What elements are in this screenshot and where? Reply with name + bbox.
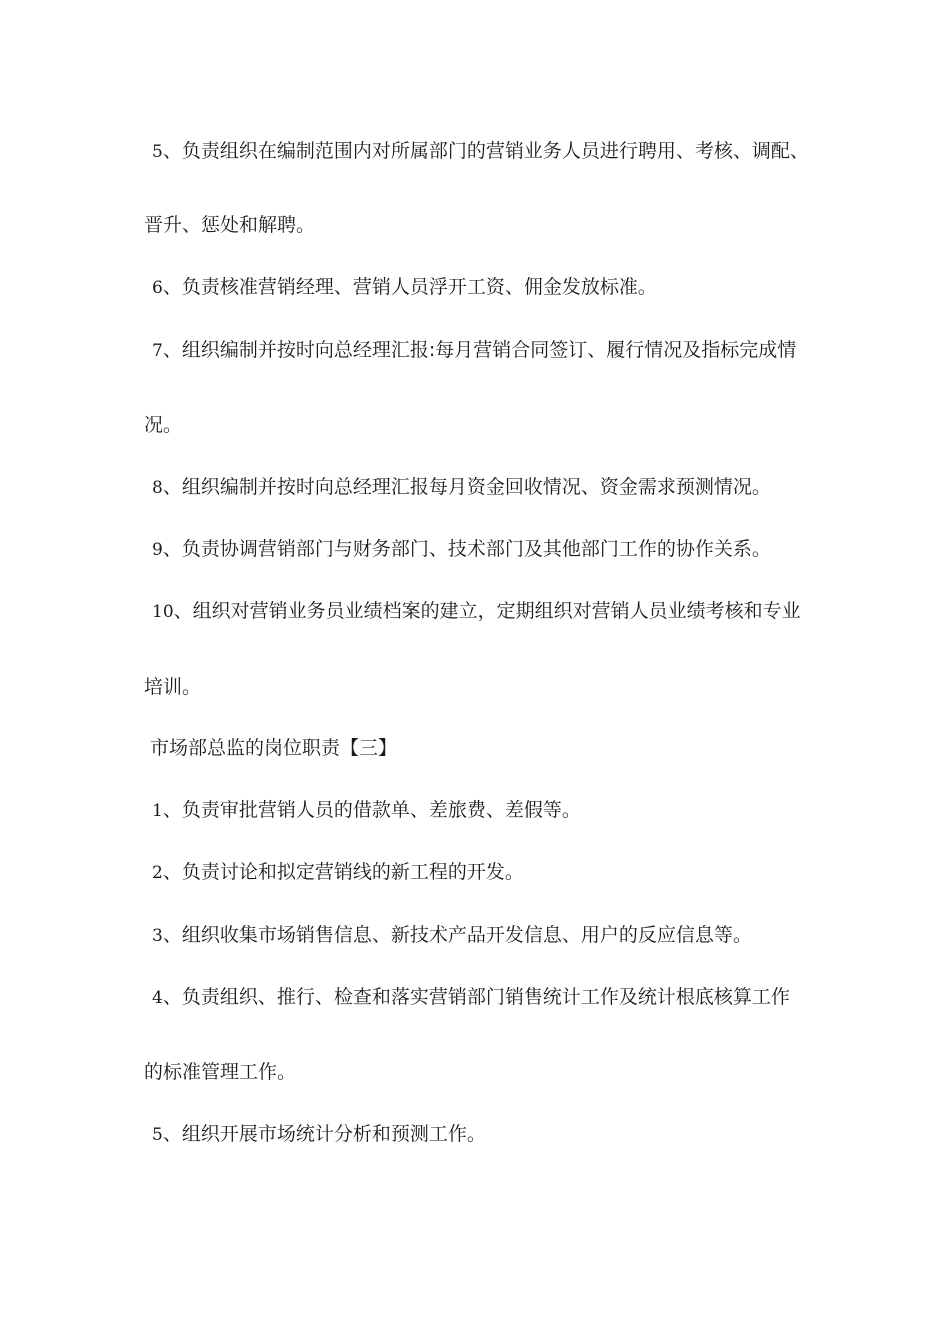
item-number: 4: [152, 988, 163, 1008]
item-text: 晋升、惩处和解聘。: [144, 214, 316, 236]
list-item: [152, 986, 790, 1009]
item-number: 5: [152, 1125, 163, 1145]
item-number: 1: [152, 801, 163, 821]
item-text: 、组织编制并按时向总经理汇报每月资金回收情况、资金需求预测情况。: [162, 476, 771, 498]
list-item: [152, 140, 809, 163]
list-item: [152, 339, 796, 362]
item-number: 9: [152, 540, 163, 560]
item-text: 况。: [144, 414, 183, 436]
item-text: 、组织收集市场销售信息、新技术产品开发信息、用户的反应信息等。: [162, 924, 752, 946]
item-text: 、组织开展市场统计分析和预测工作。: [162, 1123, 486, 1145]
list-item: [152, 924, 752, 947]
item-text: 、负责组织在编制范围内对所属部门的营销业务人员进行聘用、考核、调配、: [162, 140, 809, 162]
item-text: 、负责核准营销经理、营销人员浮开工资、佣金发放标准。: [162, 276, 657, 298]
item-text: 、组织对营销业务员业绩档案的建立，定期组织对营销人员业绩考核和专业: [173, 600, 801, 622]
list-item-continuation: [144, 414, 182, 436]
item-number: 5: [152, 142, 163, 162]
list-item: [152, 1123, 486, 1146]
list-item-continuation: [144, 1061, 296, 1083]
item-number: 10: [152, 602, 174, 622]
item-text: 、组织编制并按时向总经理汇报:每月营销合同签订、履行情况及指标完成情: [162, 339, 797, 361]
list-item: [152, 476, 771, 499]
item-text: 、负责审批营销人员的借款单、差旅费、差假等。: [162, 799, 581, 821]
list-item: [152, 276, 657, 299]
item-text: 、负责组织、推行、检查和落实营销部门销售统计工作及统计根底核算工作: [162, 986, 790, 1008]
item-number: 8: [152, 478, 163, 498]
item-number: 6: [152, 278, 163, 298]
list-item: [152, 538, 771, 561]
item-text: 的标准管理工作。: [144, 1061, 297, 1083]
item-text: 、负责协调营销部门与财务部门、技术部门及其他部门工作的协作关系。: [162, 538, 771, 560]
list-item: [152, 861, 524, 884]
list-item: [152, 600, 801, 623]
list-item-continuation: [144, 676, 201, 698]
item-text: 培训。: [144, 676, 202, 698]
section-heading: 市场部总监的岗位职责【三】: [150, 737, 398, 759]
item-number: 2: [152, 863, 163, 883]
list-item: [152, 799, 581, 822]
item-number: 3: [152, 926, 163, 946]
item-text: 、负责讨论和拟定营销线的新工程的开发。: [162, 861, 524, 883]
item-number: 7: [152, 341, 163, 361]
list-item-continuation: [144, 214, 315, 236]
